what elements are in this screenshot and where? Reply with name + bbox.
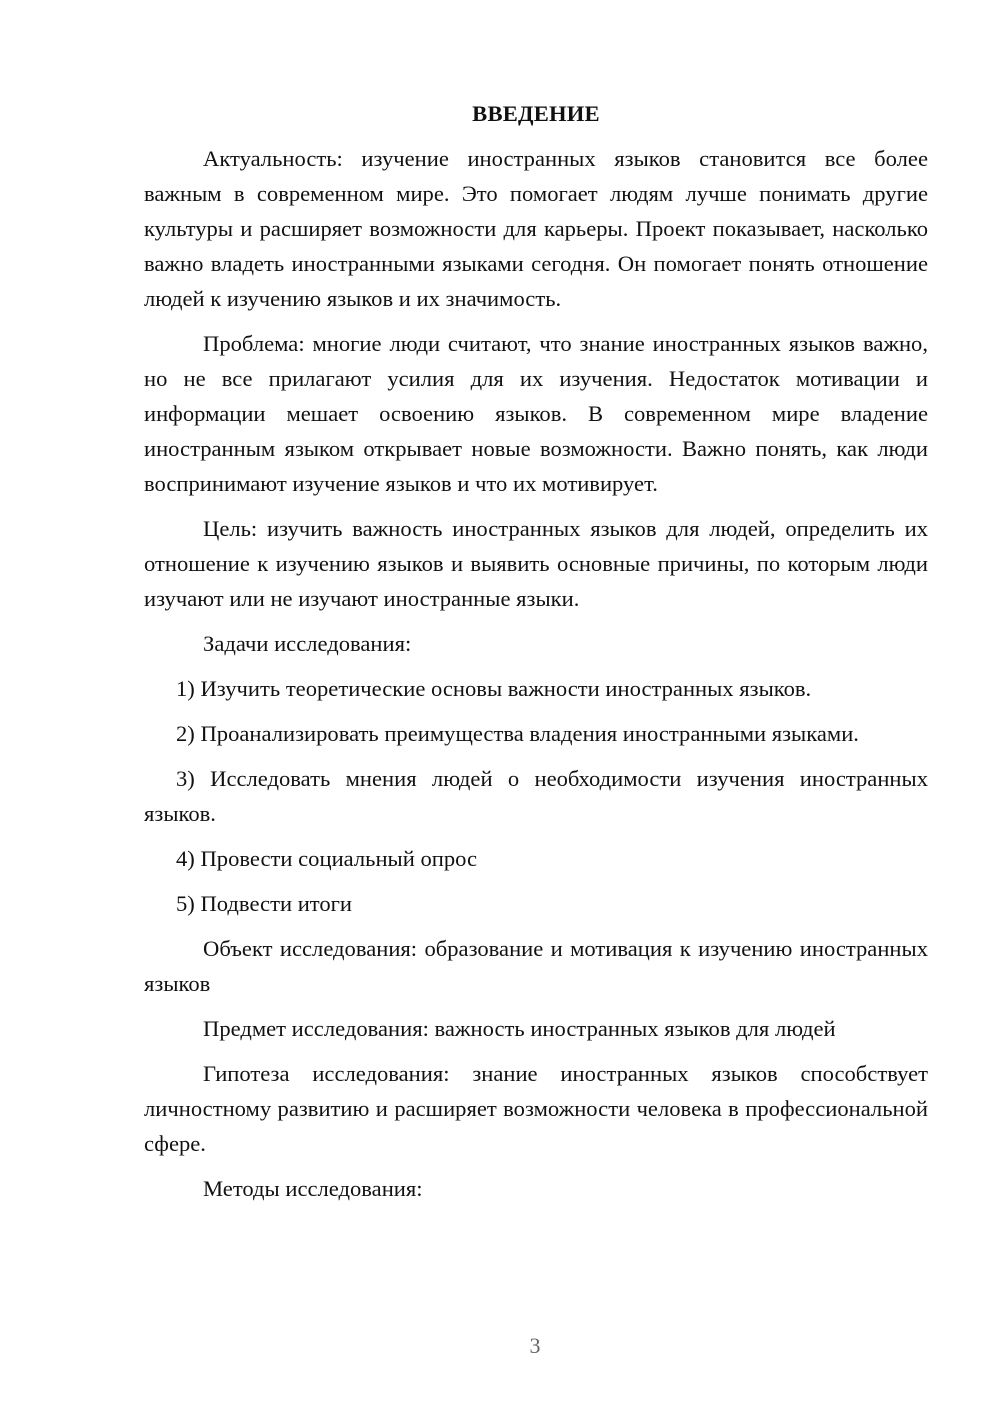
object-paragraph: Объект исследования: образование и мотивация к изучению иностранных языков (144, 936, 928, 996)
task-item-5: 5) Подвести итоги (176, 891, 353, 916)
problem-paragraph: Проблема: многие люди считают, что знание иностранных языков важно, но не все прилагают усилия для их изучения. Недостаток мотивации и информации мешает освоению языков. В современном мире владение иностранным языком открывает новые возможности. Важно понять, как люди воспринимают изучение языков и что их мотивирует. (144, 331, 928, 496)
task-item-4: 4) Провести социальный опрос (176, 846, 478, 871)
tasks-heading: Задачи исследования: (203, 631, 412, 656)
subject-paragraph: Предмет исследования: важность иностранных языков для людей (203, 1016, 836, 1041)
task-item-2: 2) Проанализировать преимущества владения иностранными языками. (176, 721, 859, 746)
methods-heading: Методы исследования: (203, 1176, 423, 1201)
hypothesis-paragraph: Гипотеза исследования: знание иностранных языков способствует личностному развитию и расширяет возможности человека в профессиональной сфере. (144, 1061, 928, 1156)
goal-paragraph: Цель: изучить важность иностранных языков для людей, определить их отношение к изучению языков и выявить основные причины, по которым люди изучают или не изучают иностранные языки. (144, 516, 928, 611)
page-title: ВВЕДЕНИЕ (472, 101, 600, 126)
page-number: 3 (529, 1333, 541, 1358)
task-item-3: 3) Исследовать мнения людей о необходимости изучения иностранных языков. (144, 766, 928, 826)
task-item-1: 1) Изучить теоретические основы важности иностранных языков. (176, 676, 812, 701)
document-body (144, 96, 928, 1216)
relevance-paragraph: Актуальность: изучение иностранных языков становится все более важным в современном мире. Это помогает людям лучше понимать другие культуры и расширяет возможности для карьеры. Проект показывает, насколько важно владеть иностранными языками сегодня. Он помогает понять отношение людей к изучению языков и их значимость. (144, 146, 928, 311)
